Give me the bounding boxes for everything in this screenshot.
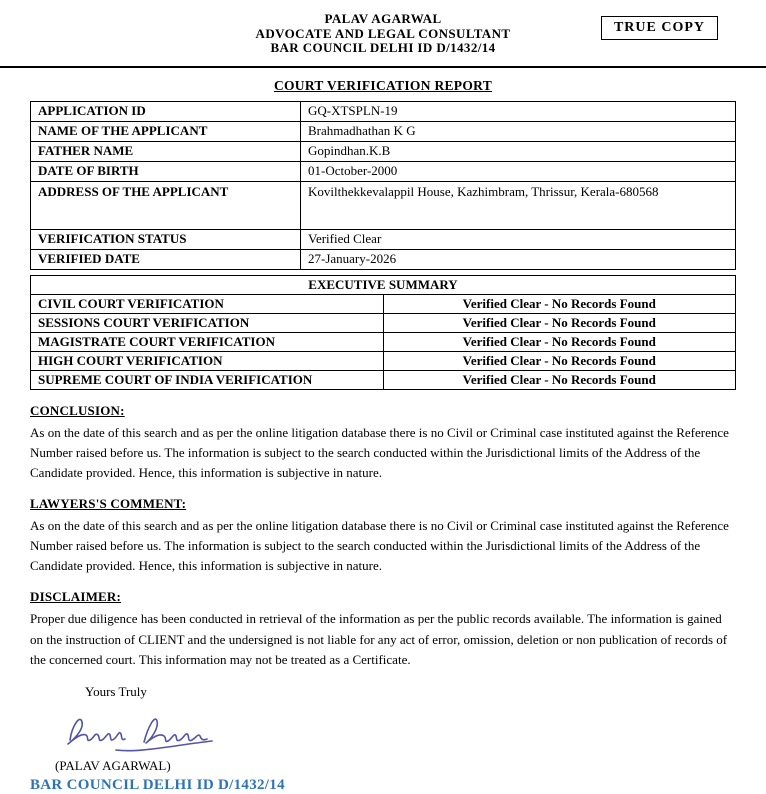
field-value: 01-October-2000	[301, 161, 736, 181]
field-value: Verified Clear	[301, 229, 736, 249]
table-row	[31, 275, 736, 294]
verification-label: SESSIONS COURT VERIFICATION	[31, 313, 384, 332]
section-conclusion	[30, 403, 736, 483]
advocate-title: ADVOCATE AND LEGAL CONSULTANT	[255, 25, 511, 41]
section-heading: LAWYERS'S COMMENT:	[30, 496, 187, 512]
table-row	[31, 161, 736, 181]
executive-summary-table	[30, 275, 736, 390]
table-row	[31, 294, 736, 313]
verification-result: Verified Clear - No Records Found	[383, 370, 736, 389]
field-label: APPLICATION ID	[31, 101, 301, 121]
verification-label: HIGH COURT VERIFICATION	[31, 351, 384, 370]
signature-icon	[58, 704, 233, 756]
table-row	[31, 121, 736, 141]
section-body: As on the date of this search and as per the online litigation database there is no Civil or Criminal case instituted against the Reference Number raised before us. The information is subject to the search conducted within the Jurisdictional limits of the Address of the Candidate provided. Hence, this information is subjective in nature.	[30, 424, 729, 480]
header-divider	[0, 66, 766, 68]
table-row	[31, 101, 736, 121]
field-label: NAME OF THE APPLICANT	[31, 121, 301, 141]
section-heading: DISCLAIMER:	[30, 589, 122, 605]
field-value: Gopindhan.K.B	[301, 141, 736, 161]
section-disclaimer	[30, 589, 736, 669]
executive-summary-title: EXECUTIVE SUMMARY	[31, 275, 736, 294]
verification-result: Verified Clear - No Records Found	[383, 351, 736, 370]
table-row	[31, 229, 736, 249]
true-copy-stamp: TRUE COPY	[601, 16, 718, 40]
advocate-bar-id: BAR COUNCIL DELHI ID D/1432/14	[270, 40, 496, 56]
table-row	[31, 313, 736, 332]
field-label: DATE OF BIRTH	[31, 161, 301, 181]
closing-text: Yours Truly	[85, 683, 147, 699]
section-lawyers-comment	[30, 496, 736, 576]
table-row	[31, 332, 736, 351]
field-label: FATHER NAME	[31, 141, 301, 161]
verification-result: Verified Clear - No Records Found	[383, 294, 736, 313]
field-value: 27-January-2026	[301, 249, 736, 269]
verification-label: MAGISTRATE COURT VERIFICATION	[31, 332, 384, 351]
document-body	[30, 78, 736, 794]
field-label: VERIFICATION STATUS	[31, 229, 301, 249]
section-body: As on the date of this search and as per the online litigation database there is no Civil or Criminal case instituted against the Reference Number raised before us. The information is subject to the search conducted within the Jurisdictional limits of the Address of the Candidate provided. Hence, this information is subjective in nature.	[30, 518, 729, 574]
applicant-details-table	[30, 101, 736, 270]
section-heading: CONCLUSION:	[30, 402, 125, 418]
footer-bar-council-id: BAR COUNCIL DELHI ID D/1432/14	[30, 776, 285, 793]
field-label: ADDRESS OF THE APPLICANT	[31, 181, 301, 229]
table-row	[31, 249, 736, 269]
verification-result: Verified Clear - No Records Found	[383, 313, 736, 332]
table-row	[31, 141, 736, 161]
advocate-name: PALAV AGARWAL	[324, 11, 442, 26]
section-body: Proper due diligence has been conducted in retrieval of the information as per the public records available. The information is gained on the instruction of CLIENT and the undersigned is not liable for any act of error, omission, deletion or non publication of records of the concerned court. This information may not be treated as a Certificate.	[30, 611, 728, 667]
field-value: Kovilthekkevalappil House, Kazhimbram, Thrissur, Kerala-680568	[301, 181, 736, 229]
field-value: Brahmadhathan K G	[301, 121, 736, 141]
report-title: COURT VERIFICATION REPORT	[273, 77, 493, 93]
signature-image	[58, 704, 736, 756]
signatory-name: (PALAV AGARWAL)	[55, 757, 171, 773]
field-label: VERIFIED DATE	[31, 249, 301, 269]
table-row	[31, 370, 736, 389]
verification-result: Verified Clear - No Records Found	[383, 332, 736, 351]
verification-label: CIVIL COURT VERIFICATION	[31, 294, 384, 313]
field-value: GQ-XTSPLN-19	[301, 101, 736, 121]
table-row	[31, 181, 736, 229]
table-row	[31, 351, 736, 370]
verification-label: SUPREME COURT OF INDIA VERIFICATION	[31, 370, 384, 389]
